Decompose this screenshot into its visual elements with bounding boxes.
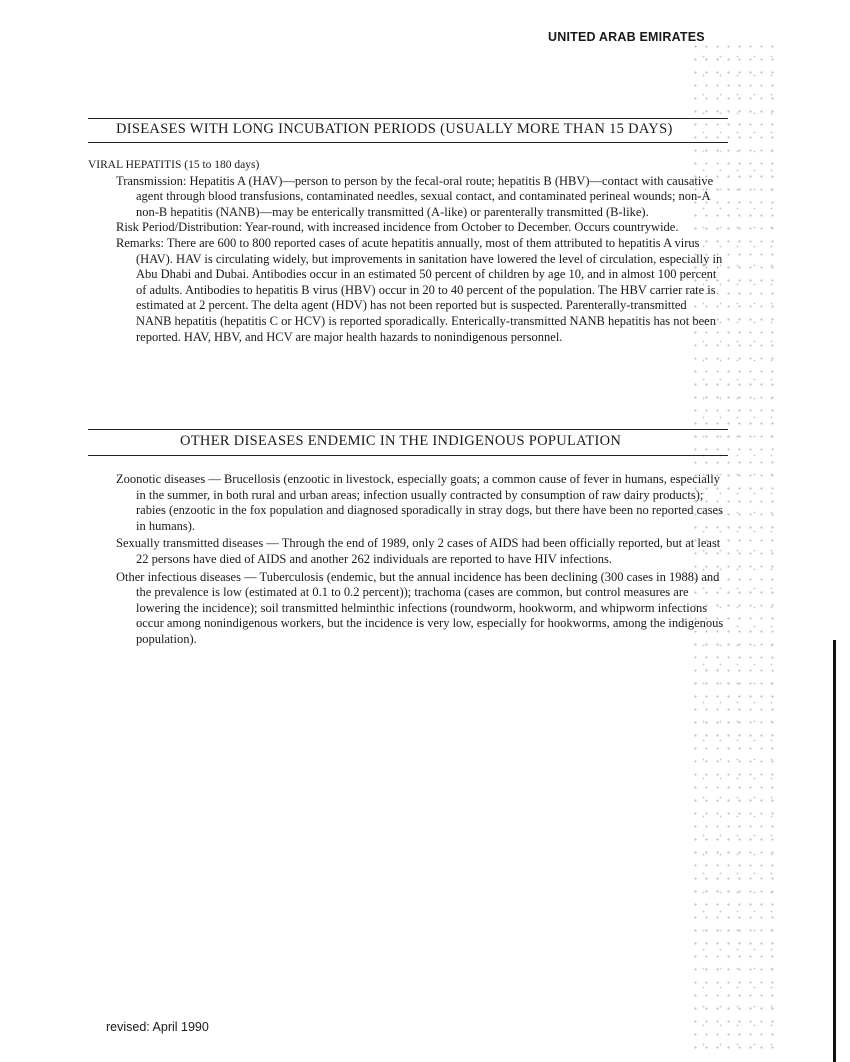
risk-period-entry [116,220,724,236]
entry-label: Remarks: [116,235,164,250]
section2-bottom-rule [88,455,728,456]
section1-body [88,158,724,345]
entry-label: Risk Period/Distribution: [116,220,243,235]
other-infectious-entry [116,570,724,648]
entry-label: Other infectious diseases — [116,569,257,584]
section2-title: OTHER DISEASES ENDEMIC IN THE INDIGENOUS POPULATION [180,433,622,449]
entry-text: There are 600 to 800 reported cases of acute hepatitis annually, most of them attributed to hepatitis A virus (HAV). HAV is circulating widely, but improvements in sanitation have lowered the level of circulation, especially in Abu Dhabi and Dubai. Antibodies occur in an estimated 50 percent of children by age 10, and in almost 100 percent of adults. Antibodies to hepatitis B virus (HBV) occur in 20 to 40 percent of the population. The HBV carrier rate is estimated at 2 percent. The delta agent (HDV) has not been reported but is suspected. Parenterally-transmitted NANB hepatitis (hepatitis C or HCV) is reported sporadically. Enterically-transmitted NANB hepatitis has not been reported. HAV, HBV, and HCV are major health hazards to nonindigenous personnel. [136,235,723,344]
section1-title: DISEASES WITH LONG INCUBATION PERIODS (USUALLY MORE THAN 15 DAYS) [116,121,673,137]
viral-hepatitis-heading: VIRAL HEPATITIS (15 to 180 days) [88,159,260,171]
entry-text: Tuberculosis (endemic, but the annual incidence has been declining (300 cases in 1988) and the prevalence is low (estimated at 0.1 to 0.2 percent)); trachoma (cases are common, but control measures are lowering the incidence); soil transmitted helminthic infections (roundworm, hookworm, and whipworm infections occur among nonindigenous workers, but the incidence is very low, especially for hookworms, among the indigenous population). [136,569,724,646]
transmission-entry [116,174,724,221]
section1-top-rule [88,118,728,119]
sexually-transmitted-entry [116,536,724,567]
entry-label: Sexually transmitted diseases — [116,536,279,551]
revised-date: revised: April 1990 [106,1020,209,1034]
section2-body [88,472,724,650]
country-header: UNITED ARAB EMIRATES [548,30,705,44]
zoonotic-diseases-entry [116,472,724,534]
remarks-entry [116,236,724,345]
entry-text: Hepatitis A (HAV)—person to person by the fecal-oral route; hepatitis B (HBV)—contact with causative agent through blood transfusions, contaminated needles, sexual contact, and contaminated perineal wounds; non-A non-B hepatitis (NANB)—may be enterically transmitted (A-like) or parenterally transmitted (B-like). [136,173,714,219]
scan-edge-line [833,640,836,1062]
section1-bottom-rule [88,142,728,143]
entry-label: Zoonotic diseases — [116,472,221,486]
entry-label: Transmission: [116,173,187,188]
entry-text: Year-round, with increased incidence from October to December. Occurs countrywide. [244,220,679,235]
entry-text: Through the end of 1989, only 2 cases of AIDS had been officially reported, but at least 22 persons have died of AIDS and another 262 individuals are reported to have HIV infections. [136,536,721,566]
entry-text: Brucellosis (enzootic in livestock, especially goats; a common cause of fever in humans, especially in the summer, in both rural and urban areas; infection usually contracted by consumption of raw dairy products); rabies (enzootic in the fox population and diagnosed sporadically in stray dogs, but there have been no reported cases in humans). [136,472,723,533]
section2-top-rule [88,429,728,430]
